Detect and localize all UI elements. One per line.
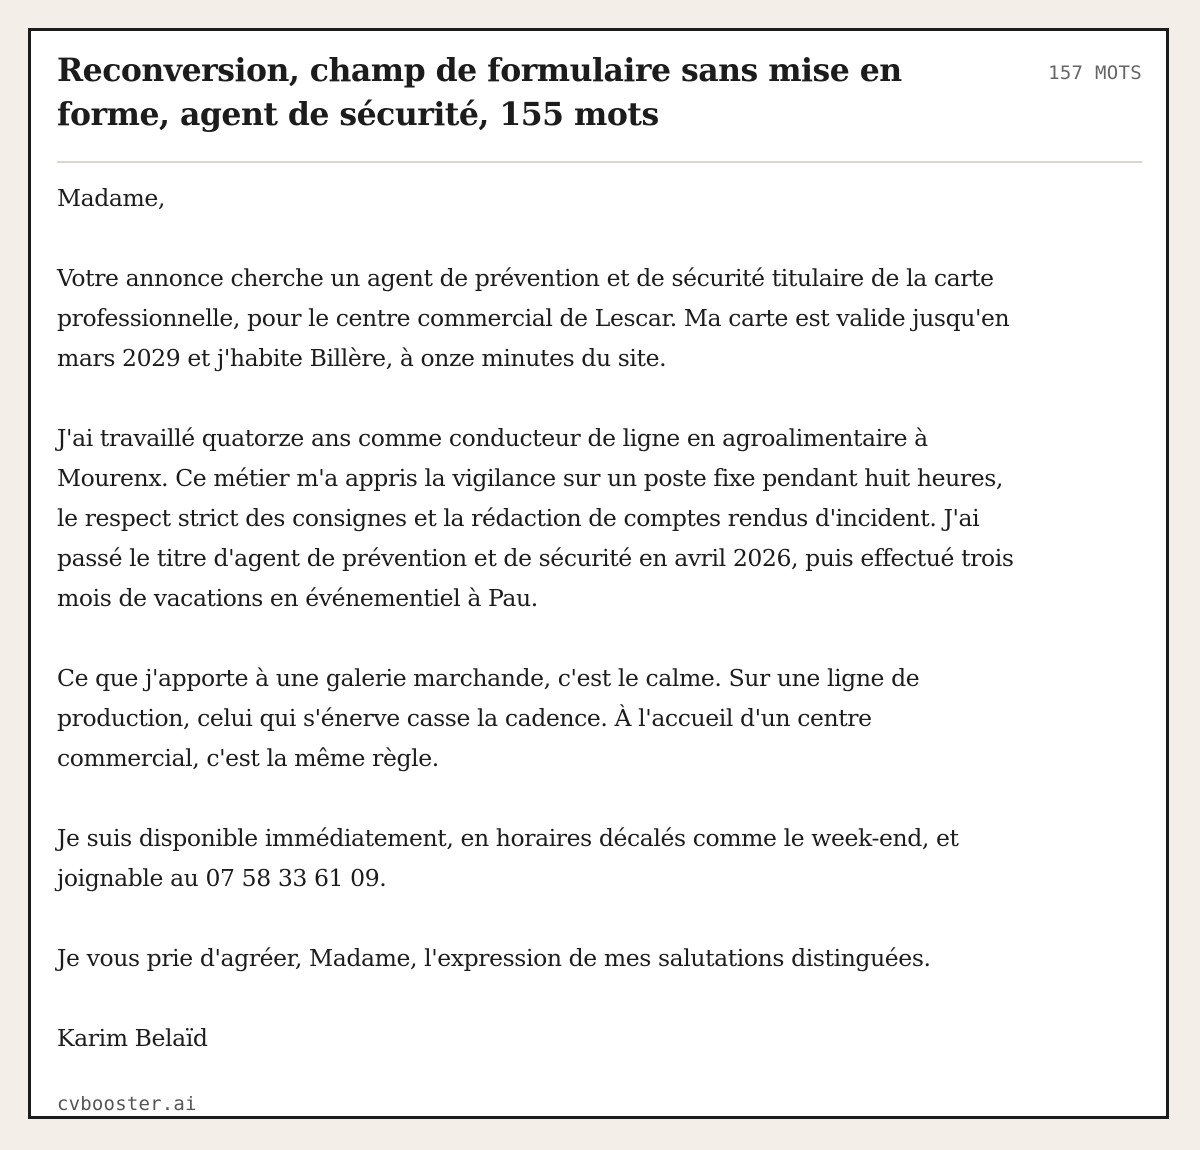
letter-closing: Je vous prie d'agréer, Madame, l'expression de mes salutations distinguées. — [57, 944, 931, 972]
document-title: Reconversion, champ de formulaire sans mise en forme, agent de sécurité, 155 mots — [57, 52, 902, 133]
word-count-badge: 157 MOTS — [1048, 62, 1142, 84]
letter-paragraph: Votre annonce cherche un agent de prévention et de sécurité titulaire de la carte professionnelle, pour le centre commercial de Lescar. Ma carte est valide jusqu'en mars 2029 et j'habite Billère, à onze minutes du site. — [57, 264, 1010, 372]
letter-body — [57, 178, 1017, 1058]
letter-paragraph: Je suis disponible immédiatement, en horaires décalés comme le week-end, et joignable au 07 58 33 61 09. — [57, 824, 959, 892]
letter-header — [57, 49, 1142, 163]
letter-signature: Karim Belaïd — [57, 1024, 208, 1052]
brand-watermark: cvbooster.ai — [57, 1093, 197, 1115]
letter-salutation: Madame, — [57, 184, 165, 212]
letter-card — [28, 28, 1169, 1119]
letter-paragraph: Ce que j'apporte à une galerie marchande, c'est le calme. Sur une ligne de production, celui qui s'énerve casse la cadence. À l'accueil d'un centre commercial, c'est la même règle. — [57, 664, 920, 772]
letter-paragraph: J'ai travaillé quatorze ans comme conducteur de ligne en agroalimentaire à Mourenx. Ce métier m'a appris la vigilance sur un poste fixe pendant huit heures, le respect strict des consignes et la rédaction de comptes rendus d'incident. J'ai passé le titre d'agent de prévention et de sécurité en avril 2026, puis effectué trois mois de vacations en événementiel à Pau. — [57, 424, 1014, 612]
